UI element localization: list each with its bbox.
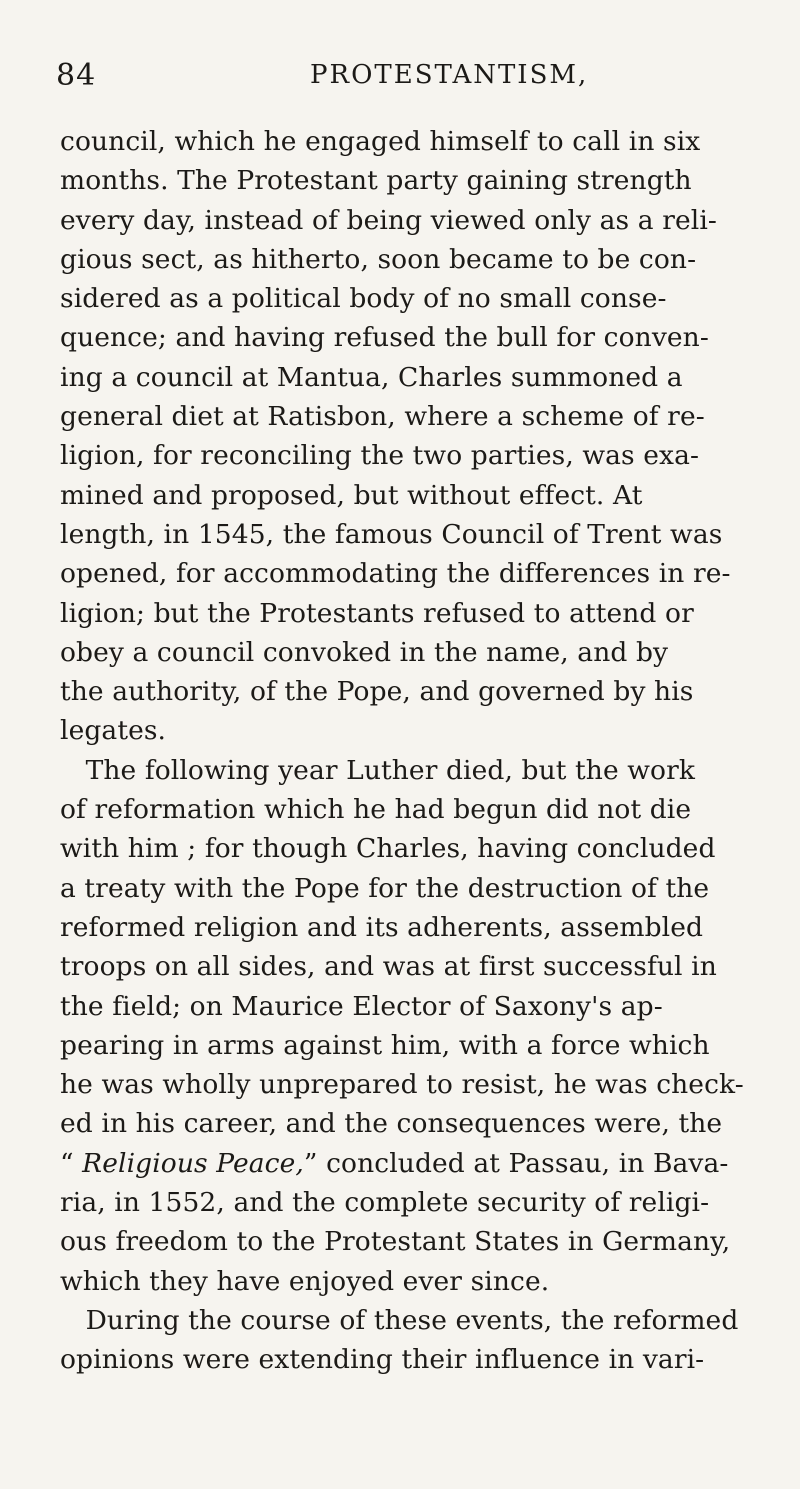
page-number: 84 [56, 58, 97, 93]
text-line: council, which he engaged himself to call in six [60, 126, 701, 157]
text-line: months. The Protestant party gaining strength [60, 165, 692, 197]
text-line: the authority, of the Pope, and governed by his [60, 676, 694, 708]
text-line: The following year Luther died, but the work [60, 754, 696, 786]
text-line: gious sect, as hitherto, soon became to be con- [60, 243, 697, 275]
text-line: sidered as a political body of no small conse- [60, 283, 667, 315]
page-header [50, 58, 750, 98]
text-line: obey a council convoked in the name, and by [60, 636, 669, 668]
text-line: ous freedom to the Protestant States in Germany, [60, 1226, 731, 1258]
text-line: quence; and having refused the bull for conven- [60, 322, 709, 354]
italic-phrase: Religious Peace, [82, 1147, 304, 1179]
text-line: mined and proposed, but without effect. At [60, 479, 643, 511]
text-line: he was wholly unprepared to resist, he was check- [60, 1069, 744, 1101]
text-line: a treaty with the Pope for the destruction of the [60, 872, 710, 904]
text-line: reformed religion and its adherents, assembled [60, 911, 704, 943]
text-line: of reformation which he had begun did not die [60, 794, 692, 826]
text-line-mixed [60, 1144, 800, 1183]
text-line: ing a council at Mantua, Charles summoned a [60, 361, 683, 393]
text-line: legates. [60, 715, 167, 747]
text-line: During the course of these events, the reformed [60, 1304, 739, 1336]
text-line: every day, instead of being viewed only as a reli- [60, 204, 717, 236]
text-line: with him ; for though Charles, having concluded [60, 833, 716, 865]
text-line: the field; on Maurice Elector of Saxony's ap- [60, 990, 663, 1022]
running-title: PROTESTANTISM, [310, 60, 589, 90]
open-quote: “ [60, 1147, 83, 1179]
text-line: opinions were extending their influence in vari- [60, 1344, 705, 1376]
text-line: pearing in arms against him, with a force which [60, 1029, 710, 1061]
text-line: length, in 1545, the famous Council of Trent was [60, 518, 723, 550]
text-line: ligion, for reconciling the two parties, was exa- [60, 440, 700, 472]
text-line: which they have enjoyed ever since. [60, 1265, 550, 1297]
text-line: general diet at Ratisbon, where a scheme of re- [60, 401, 705, 433]
text-line: ria, in 1552, and the complete security of religi- [60, 1187, 710, 1219]
line-remainder: ” concluded at Passau, in Bava- [303, 1147, 729, 1179]
text-line: troops on all sides, and was at first successful in [60, 951, 717, 983]
body-text [60, 122, 800, 1380]
text-line: ligion; but the Protestants refused to attend or [60, 597, 694, 629]
text-line: opened, for accommodating the differences in re- [60, 558, 731, 590]
text-line: ed in his career, and the consequences were, the [60, 1108, 723, 1140]
